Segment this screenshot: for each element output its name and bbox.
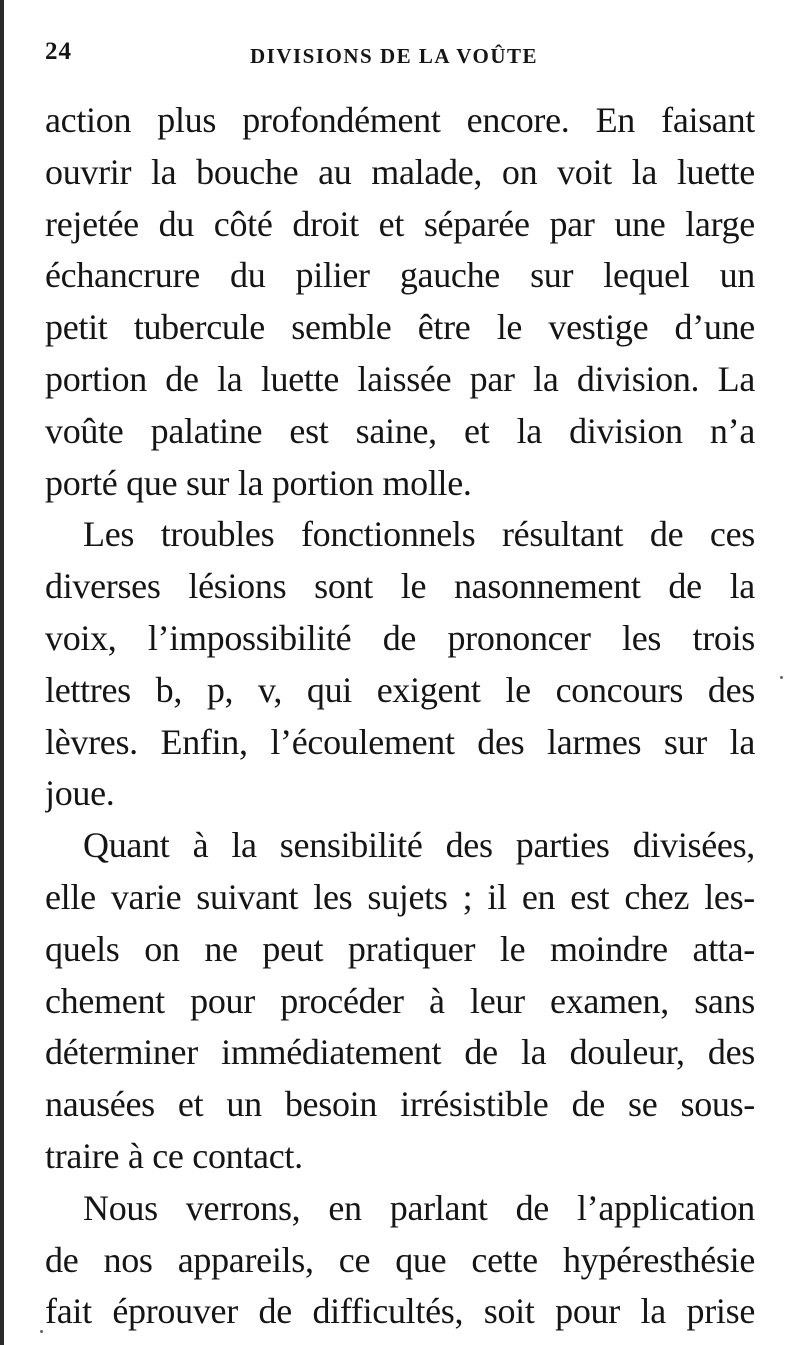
text-line: joue. [45, 773, 115, 814]
text-line: chement pour procéder à leur examen, sans [45, 980, 755, 1021]
text-line: Les troubles fonctionnels résultant de ces [83, 514, 755, 555]
text-line: Quant à la sensibilité des parties divisées, [83, 825, 755, 866]
text-line: fait éprouver de difficultés, soit pour la prise [45, 1291, 755, 1332]
body-text [45, 95, 755, 1338]
text-line: ouvrir la bouche au malade, on voit la luette [45, 151, 755, 192]
ink-speck [40, 1330, 43, 1333]
text-line: déterminer immédiatement de la douleur, des [45, 1032, 755, 1073]
ink-speck [780, 676, 783, 679]
text-line: lettres b, p, v, qui exigent le concours des [45, 669, 755, 710]
text-line: Nous verrons, en parlant de l’application [83, 1187, 755, 1228]
text-line: quels on ne peut pratiquer le moindre atta- [45, 928, 755, 969]
page-number: 24 [45, 38, 72, 65]
text-line: diverses lésions sont le nasonnement de la [45, 566, 755, 607]
text-line: voix, l’impossibilité de prononcer les trois [45, 617, 755, 658]
running-head: DIVISIONS DE LA VOÛTE [250, 44, 539, 68]
text-line: portion de la luette laissée par la division. La [45, 358, 755, 399]
text-line: action plus profondément encore. En faisant [45, 100, 755, 140]
page-edge [0, 0, 4, 1345]
text-line: traire à ce contact. [45, 1135, 303, 1176]
page-header [45, 38, 755, 74]
text-line: petit tubercule semble être le vestige d’une [45, 307, 755, 348]
text-line: porté que sur la portion molle. [45, 462, 472, 503]
text-line: rejetée du côté droit et séparée par une large [45, 203, 755, 244]
text-line: elle varie suivant les sujets ; il en est chez les- [45, 876, 755, 917]
text-line: nausées et un besoin irrésistible de se sous- [45, 1084, 755, 1125]
text-line: voûte palatine est saine, et la division n’a [45, 410, 755, 451]
text-line: échancrure du pilier gauche sur lequel un [45, 255, 755, 296]
text-line: de nos appareils, ce que cette hypéresthésie [45, 1239, 755, 1280]
text-line: lèvres. Enfin, l’écoulement des larmes sur la [45, 721, 755, 762]
